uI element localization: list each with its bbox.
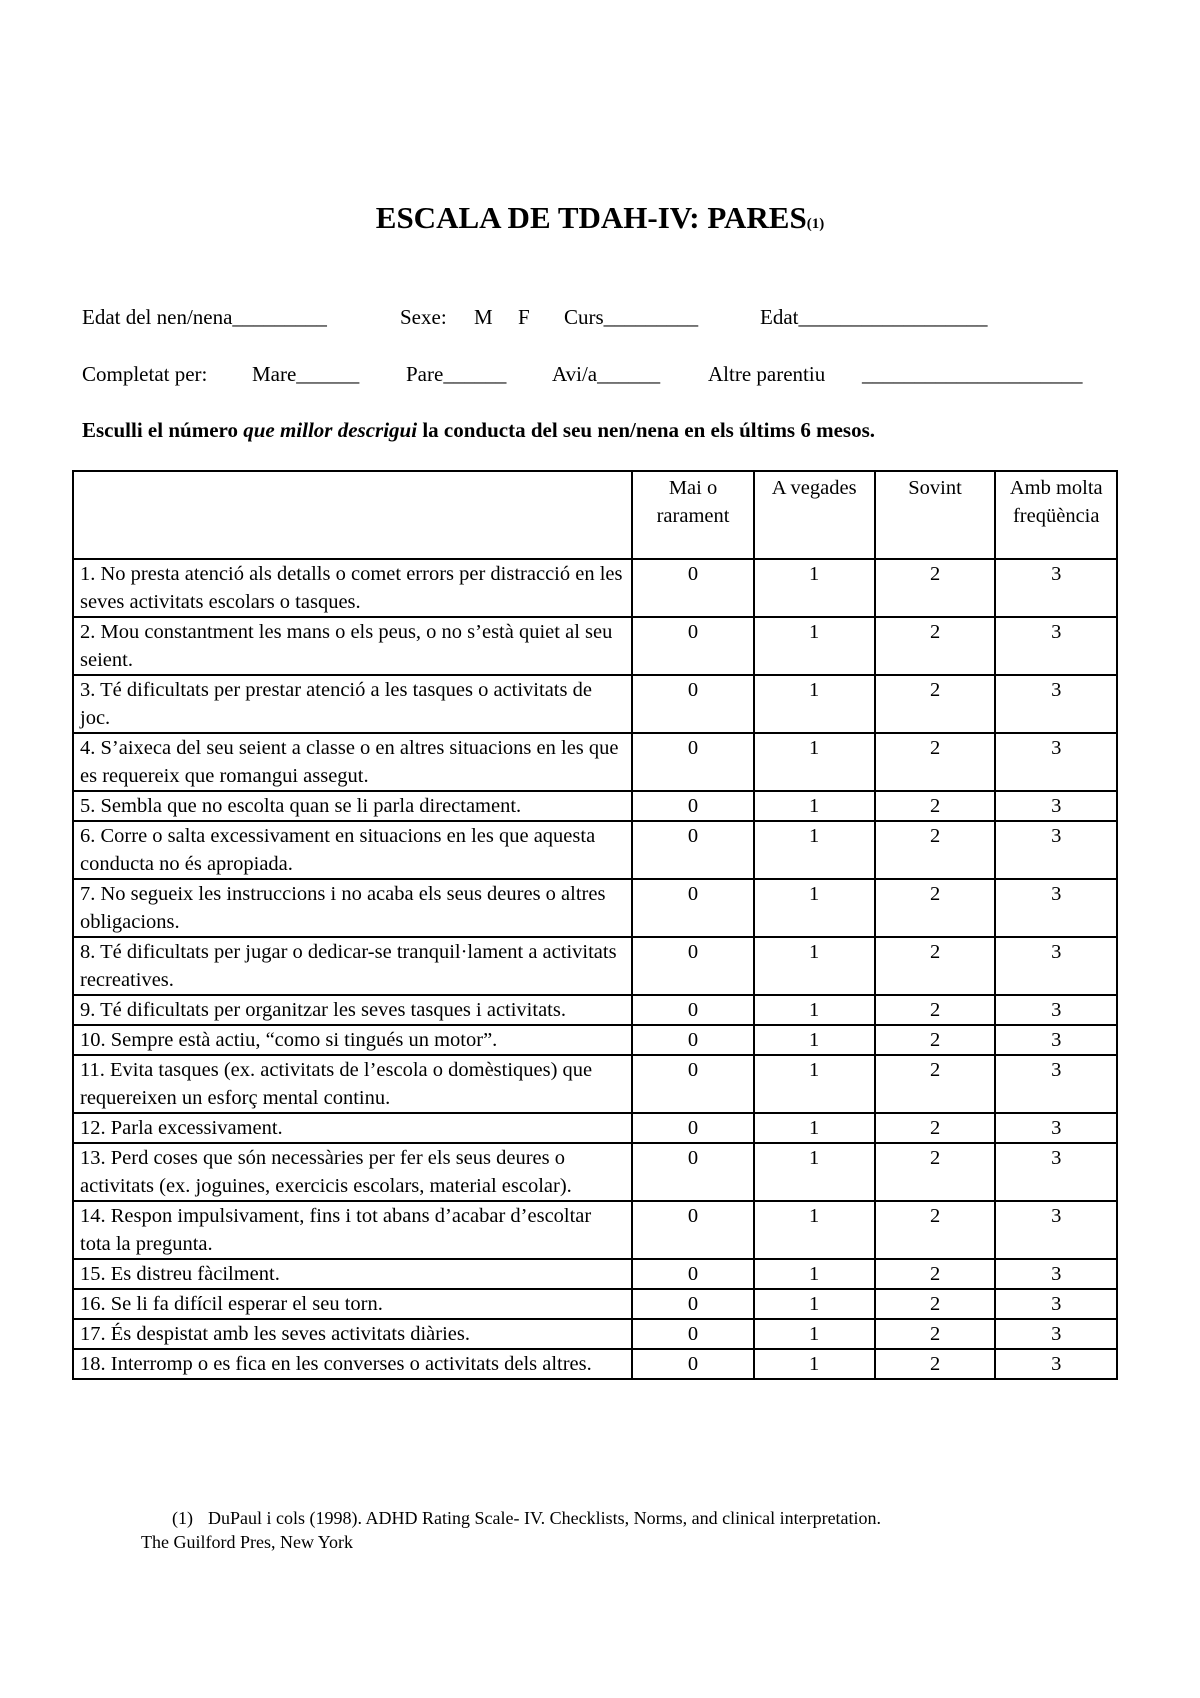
rating-option-cell[interactable]: 0 (632, 733, 753, 791)
rating-option-cell[interactable]: 2 (875, 821, 996, 879)
rating-option-cell[interactable]: 0 (632, 1201, 753, 1259)
rating-option-cell[interactable]: 3 (995, 733, 1117, 791)
table-row (73, 1143, 1117, 1201)
rating-option-cell[interactable]: 2 (875, 1289, 996, 1319)
rating-option-cell[interactable]: 2 (875, 1113, 996, 1143)
rating-option-cell[interactable]: 0 (632, 1113, 753, 1143)
rating-option-cell[interactable]: 0 (632, 1143, 753, 1201)
table-row (73, 1201, 1117, 1259)
table-row (73, 1349, 1117, 1379)
question-cell: 6. Corre o salta excessivament en situacions en les que aquesta conducta no és apropiada. (73, 821, 632, 879)
rating-option-cell[interactable]: 2 (875, 1143, 996, 1201)
table-header-row (73, 471, 1117, 559)
header-sometimes: A vegades (754, 471, 875, 559)
question-cell: 9. Té dificultats per organitzar les seves tasques i activitats. (73, 995, 632, 1025)
question-cell: 4. S’aixeca del seu seient a classe o en altres situacions en les que es requereix que romangui assegut. (73, 733, 632, 791)
rating-option-cell[interactable]: 3 (995, 1143, 1117, 1201)
table-row (73, 733, 1117, 791)
rating-option-cell[interactable]: 1 (754, 1113, 875, 1143)
sex-option-m[interactable]: M (474, 305, 493, 329)
completed-by-label: Completat per: (82, 362, 208, 386)
sex-option-f[interactable]: F (518, 305, 530, 329)
mother-field[interactable]: Mare______ (252, 362, 360, 386)
child-age-field[interactable]: Edat del nen/nena_________ (82, 305, 327, 329)
rating-option-cell[interactable]: 0 (632, 791, 753, 821)
rating-option-cell[interactable]: 1 (754, 733, 875, 791)
footnote-line2: The Guilford Pres, New York (141, 1532, 353, 1552)
header-often: Sovint (875, 471, 996, 559)
title-footnote-ref: (1) (806, 216, 825, 232)
rating-option-cell[interactable]: 2 (875, 1055, 996, 1113)
question-cell: 2. Mou constantment les mans o els peus, o no s’està quiet al seu seient. (73, 617, 632, 675)
table-row (73, 995, 1117, 1025)
rating-option-cell[interactable]: 0 (632, 1025, 753, 1055)
rating-option-cell[interactable]: 1 (754, 1055, 875, 1113)
rating-option-cell[interactable]: 3 (995, 617, 1117, 675)
table-row (73, 675, 1117, 733)
rating-option-cell[interactable]: 0 (632, 559, 753, 617)
rating-option-cell[interactable]: 2 (875, 791, 996, 821)
rating-option-cell[interactable]: 3 (995, 559, 1117, 617)
rating-option-cell[interactable]: 0 (632, 617, 753, 675)
header-blank-cell (73, 471, 632, 559)
rating-option-cell[interactable]: 3 (995, 1201, 1117, 1259)
rating-option-cell[interactable]: 0 (632, 879, 753, 937)
header-never: Mai o rarament (632, 471, 753, 559)
rating-option-cell[interactable]: 2 (875, 675, 996, 733)
rating-option-cell[interactable]: 2 (875, 733, 996, 791)
instruction-text (82, 418, 875, 443)
question-cell: 12. Parla excessivament. (73, 1113, 632, 1143)
rating-option-cell[interactable]: 2 (875, 1201, 996, 1259)
table-row (73, 1055, 1117, 1113)
grandparent-field[interactable]: Avi/a______ (552, 362, 661, 386)
rating-table (72, 470, 1118, 1380)
table-row (73, 791, 1117, 821)
table-row (73, 1113, 1117, 1143)
other-relative-label: Altre parentiu (708, 362, 826, 386)
question-cell: 16. Se li fa difícil esperar el seu torn. (73, 1289, 632, 1319)
instruction-part3: la conducta del seu nen/nena en els últims 6 mesos. (417, 418, 876, 442)
rating-option-cell[interactable]: 1 (754, 995, 875, 1025)
rating-option-cell[interactable]: 1 (754, 791, 875, 821)
question-cell: 18. Interromp o es fica en les converses o activitats dels altres. (73, 1349, 632, 1379)
rating-option-cell[interactable]: 1 (754, 1289, 875, 1319)
other-relative-field[interactable]: _____________________ (862, 362, 1083, 386)
table-row (73, 879, 1117, 937)
question-cell: 11. Evita tasques (ex. activitats de l’escola o domèstiques) que requereixen un esforç mental continu. (73, 1055, 632, 1113)
rating-option-cell[interactable]: 3 (995, 1259, 1117, 1289)
rating-option-cell[interactable]: 2 (875, 937, 996, 995)
question-cell: 10. Sempre està actiu, “como si tingués un motor”. (73, 1025, 632, 1055)
question-cell: 1. No presta atenció als detalls o comet errors per distracció en les seves activitats escolars o tasques. (73, 559, 632, 617)
rating-option-cell[interactable]: 2 (875, 617, 996, 675)
table-row (73, 937, 1117, 995)
rating-option-cell[interactable]: 0 (632, 1055, 753, 1113)
rating-option-cell[interactable]: 1 (754, 559, 875, 617)
title-text: ESCALA DE TDAH-IV: PARES (375, 200, 807, 235)
rating-option-cell[interactable]: 3 (995, 1319, 1117, 1349)
question-cell: 17. És despistat amb les seves activitats diàries. (73, 1319, 632, 1349)
footnote-line1: DuPaul i cols (1998). ADHD Rating Scale- IV. Checklists, Norms, and clinical interpretation. (208, 1508, 882, 1528)
rating-option-cell[interactable]: 3 (995, 791, 1117, 821)
course-field[interactable]: Curs_________ (564, 305, 699, 329)
question-cell: 3. Té dificultats per prestar atenció a les tasques o activitats de joc. (73, 675, 632, 733)
rating-option-cell[interactable]: 3 (995, 937, 1117, 995)
rating-option-cell[interactable]: 3 (995, 1349, 1117, 1379)
rating-option-cell[interactable]: 1 (754, 1025, 875, 1055)
header-very-often: Amb molta freqüència (995, 471, 1117, 559)
rating-option-cell[interactable]: 2 (875, 1025, 996, 1055)
question-cell: 5. Sembla que no escolta quan se li parla directament. (73, 791, 632, 821)
question-cell: 7. No segueix les instruccions i no acaba els seus deures o altres obligacions. (73, 879, 632, 937)
rating-option-cell[interactable]: 1 (754, 821, 875, 879)
rating-option-cell[interactable]: 3 (995, 1289, 1117, 1319)
rating-option-cell[interactable]: 1 (754, 617, 875, 675)
rating-option-cell[interactable]: 0 (632, 1259, 753, 1289)
rating-option-cell[interactable]: 1 (754, 1349, 875, 1379)
rating-option-cell[interactable]: 3 (995, 1113, 1117, 1143)
rating-option-cell[interactable]: 0 (632, 937, 753, 995)
rating-option-cell[interactable]: 3 (995, 1025, 1117, 1055)
rating-option-cell[interactable]: 3 (995, 879, 1117, 937)
table-row (73, 1319, 1117, 1349)
table-row (73, 1025, 1117, 1055)
father-field[interactable]: Pare______ (406, 362, 507, 386)
footnote-marker: (1) (172, 1508, 193, 1528)
table-row (73, 559, 1117, 617)
rating-option-cell[interactable]: 1 (754, 1259, 875, 1289)
rating-option-cell[interactable]: 0 (632, 1349, 753, 1379)
table-row (73, 821, 1117, 879)
instruction-part2: que millor descrigui (243, 418, 418, 442)
rating-option-cell[interactable]: 1 (754, 1143, 875, 1201)
table-row (73, 617, 1117, 675)
age-field[interactable]: Edat__________________ (760, 305, 988, 329)
rating-option-cell[interactable]: 3 (995, 1055, 1117, 1113)
question-cell: 14. Respon impulsivament, fins i tot abans d’acabar d’escoltar tota la pregunta. (73, 1201, 632, 1259)
question-cell: 15. Es distreu fàcilment. (73, 1259, 632, 1289)
rating-option-cell[interactable]: 3 (995, 821, 1117, 879)
rating-option-cell[interactable]: 1 (754, 879, 875, 937)
rating-option-cell[interactable]: 1 (754, 1201, 875, 1259)
rating-option-cell[interactable]: 2 (875, 559, 996, 617)
rating-option-cell[interactable]: 2 (875, 1259, 996, 1289)
sex-label: Sexe: (400, 305, 447, 329)
rating-option-cell[interactable]: 2 (875, 1319, 996, 1349)
rating-option-cell[interactable]: 3 (995, 995, 1117, 1025)
question-cell: 13. Perd coses que són necessàries per fer els seus deures o activitats (ex. joguines, exercicis escolars, material escolar). (73, 1143, 632, 1201)
rating-option-cell[interactable]: 1 (754, 1319, 875, 1349)
rating-option-cell[interactable]: 2 (875, 995, 996, 1025)
rating-option-cell[interactable]: 1 (754, 937, 875, 995)
table-row (73, 1289, 1117, 1319)
rating-option-cell[interactable]: 0 (632, 675, 753, 733)
rating-option-cell[interactable]: 2 (875, 1349, 996, 1379)
rating-option-cell[interactable]: 0 (632, 995, 753, 1025)
rating-option-cell[interactable]: 2 (875, 879, 996, 937)
question-cell: 8. Té dificultats per jugar o dedicar-se tranquil·lament a activitats recreatives. (73, 937, 632, 995)
rating-option-cell[interactable]: 1 (754, 675, 875, 733)
rating-option-cell[interactable]: 0 (632, 1319, 753, 1349)
table-row (73, 1259, 1117, 1289)
rating-option-cell[interactable]: 0 (632, 821, 753, 879)
rating-option-cell[interactable]: 0 (632, 1289, 753, 1319)
instruction-part1: Esculli el número (82, 418, 244, 442)
page-title (0, 200, 1200, 236)
rating-option-cell[interactable]: 3 (995, 675, 1117, 733)
